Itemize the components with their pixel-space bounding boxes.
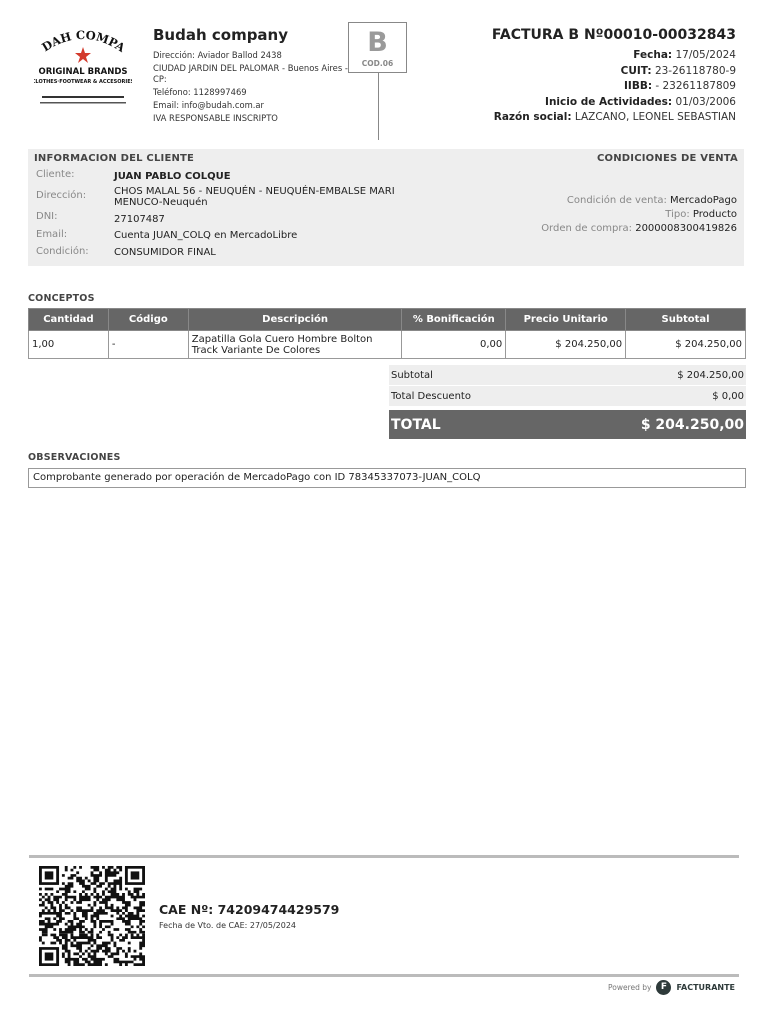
client-condition: CONSUMIDOR FINAL bbox=[114, 247, 216, 258]
client-name-label: Cliente: bbox=[36, 169, 75, 180]
sale-order-row bbox=[541, 223, 737, 234]
powered-by bbox=[608, 980, 735, 995]
company-email: Email: info@budah.com.ar bbox=[153, 100, 264, 110]
invoice-date-label: Fecha: bbox=[633, 49, 673, 61]
header-discount: % Bonificación bbox=[402, 309, 506, 331]
invoice-type-letter: B bbox=[367, 27, 388, 58]
client-dni: 27107487 bbox=[114, 214, 165, 225]
cae-number: CAE Nº: 74209474429579 bbox=[159, 902, 340, 917]
discount-row bbox=[389, 386, 746, 407]
cell-discount: 0,00 bbox=[402, 331, 506, 359]
invoice-title: FACTURA B Nº00010-00032843 bbox=[491, 27, 736, 43]
client-dni-label: DNI: bbox=[36, 211, 58, 222]
concepts-table bbox=[28, 308, 746, 359]
company-address: Dirección: Aviador Ballod 2438 bbox=[153, 50, 282, 60]
facturante-brand: FACTURANTE bbox=[676, 983, 735, 992]
footer-top-divider bbox=[29, 855, 739, 858]
cell-unit-price: $ 204.250,00 bbox=[506, 331, 626, 359]
cell-quantity: 1,00 bbox=[29, 331, 109, 359]
sale-condition-row bbox=[567, 195, 737, 206]
invoice-start: 01/03/2006 bbox=[675, 95, 736, 108]
subtotal-value: $ 204.250,00 bbox=[677, 369, 744, 381]
logo-text: DAH COMPA bbox=[39, 27, 128, 55]
powered-by-label: Powered by bbox=[607, 983, 652, 992]
qr-code bbox=[39, 866, 145, 966]
header-divider bbox=[378, 73, 379, 140]
company-phone: Teléfono: 1128997469 bbox=[153, 87, 247, 97]
sale-condition-label: Condición de venta: bbox=[566, 195, 667, 206]
total-value: $ 204.250,00 bbox=[640, 416, 744, 433]
total-row bbox=[389, 410, 746, 439]
client-address-label: Dirección: bbox=[36, 190, 87, 201]
company-name: Budah company bbox=[153, 26, 289, 44]
table-row bbox=[29, 331, 746, 359]
logo-tagline: CLOTHES·FOOTWEAR & ACCESORIES bbox=[34, 79, 132, 85]
invoice-date-row bbox=[494, 48, 736, 64]
client-name: JUAN PABLO COLQUE bbox=[114, 171, 231, 182]
invoice-start-row bbox=[494, 95, 736, 111]
total-label: TOTAL bbox=[391, 416, 441, 433]
sale-order: 2000008300419826 bbox=[635, 223, 737, 234]
invoice-iibb-row bbox=[494, 79, 736, 95]
discount-label: Total Descuento bbox=[391, 390, 471, 402]
sale-order-label: Orden de compra: bbox=[541, 223, 633, 234]
invoice-razon: LAZCANO, LEONEL SEBASTIAN bbox=[574, 111, 736, 123]
invoice-razon-row bbox=[494, 110, 736, 126]
cell-subtotal: $ 204.250,00 bbox=[626, 331, 746, 359]
invoice-cuit: 23-26118780-9 bbox=[654, 64, 736, 77]
sale-type-label: Tipo: bbox=[665, 209, 690, 220]
facturante-icon: F bbox=[656, 980, 671, 995]
header-unit-price: Precio Unitario bbox=[506, 309, 626, 331]
sale-type-row bbox=[665, 209, 737, 220]
cae-due-date: Fecha de Vto. de CAE: 27/05/2024 bbox=[159, 921, 296, 930]
svg-text:BUDAH COMPANY bbox=[34, 24, 129, 55]
observations-title: OBSERVACIONES bbox=[28, 452, 121, 463]
client-condition-label: Condición: bbox=[36, 246, 89, 257]
sale-type: Producto bbox=[692, 209, 737, 220]
sale-condition: MercadoPago bbox=[670, 195, 737, 206]
client-address: CHOS MALAL 56 - NEUQUÉN - NEUQUÉN-EMBALSE MARI MENUCO-Neuquén bbox=[114, 186, 395, 208]
invoice-date: 17/05/2024 bbox=[675, 49, 736, 61]
invoice-start-label: Inicio de Actividades: bbox=[545, 95, 673, 108]
company-logo bbox=[34, 24, 132, 108]
invoice-type-box bbox=[348, 22, 407, 73]
discount-value: $ 0,00 bbox=[712, 390, 744, 402]
invoice-meta bbox=[494, 48, 736, 126]
invoice-razon-label: Razón social: bbox=[493, 111, 572, 123]
sale-section-title: CONDICIONES DE VENTA bbox=[596, 153, 738, 164]
header-quantity: Cantidad bbox=[29, 309, 109, 331]
footer-bottom-divider bbox=[29, 974, 739, 977]
client-section-title: INFORMACION DEL CLIENTE bbox=[34, 153, 195, 164]
invoice-cuit-label: CUIT: bbox=[620, 64, 652, 77]
invoice-type-code: COD.06 bbox=[361, 59, 394, 68]
header-code: Código bbox=[108, 309, 188, 331]
subtotal-row bbox=[389, 365, 746, 386]
invoice-cuit-row bbox=[494, 64, 736, 80]
client-email-label: Email: bbox=[36, 229, 68, 240]
concepts-title: CONCEPTOS bbox=[28, 293, 95, 304]
invoice-iibb: - 23261187809 bbox=[655, 80, 736, 92]
company-city: CIUDAD JARDIN DEL PALOMAR - Buenos Aires - CP: bbox=[153, 63, 348, 84]
company-tax-status: IVA RESPONSABLE INSCRIPTO bbox=[153, 113, 278, 123]
cell-description: Zapatilla Gola Cuero Hombre Bolton Track Variante De Colores bbox=[188, 331, 402, 359]
header-subtotal: Subtotal bbox=[626, 309, 746, 331]
totals-block bbox=[389, 365, 746, 439]
company-info bbox=[153, 50, 349, 126]
header-description: Descripción bbox=[188, 309, 402, 331]
client-section bbox=[28, 149, 744, 266]
logo-subtitle: ORIGINAL BRANDS bbox=[38, 67, 128, 77]
cell-code: - bbox=[108, 331, 188, 359]
observations-text: Comprobante generado por operación de MercadoPago con ID 78345337073-JUAN_COLQ bbox=[28, 468, 746, 488]
invoice-iibb-label: IIBB: bbox=[624, 80, 653, 92]
subtotal-label: Subtotal bbox=[391, 369, 433, 381]
client-email: Cuenta JUAN_COLQ en MercadoLibre bbox=[114, 230, 298, 241]
table-header-row bbox=[29, 309, 746, 331]
